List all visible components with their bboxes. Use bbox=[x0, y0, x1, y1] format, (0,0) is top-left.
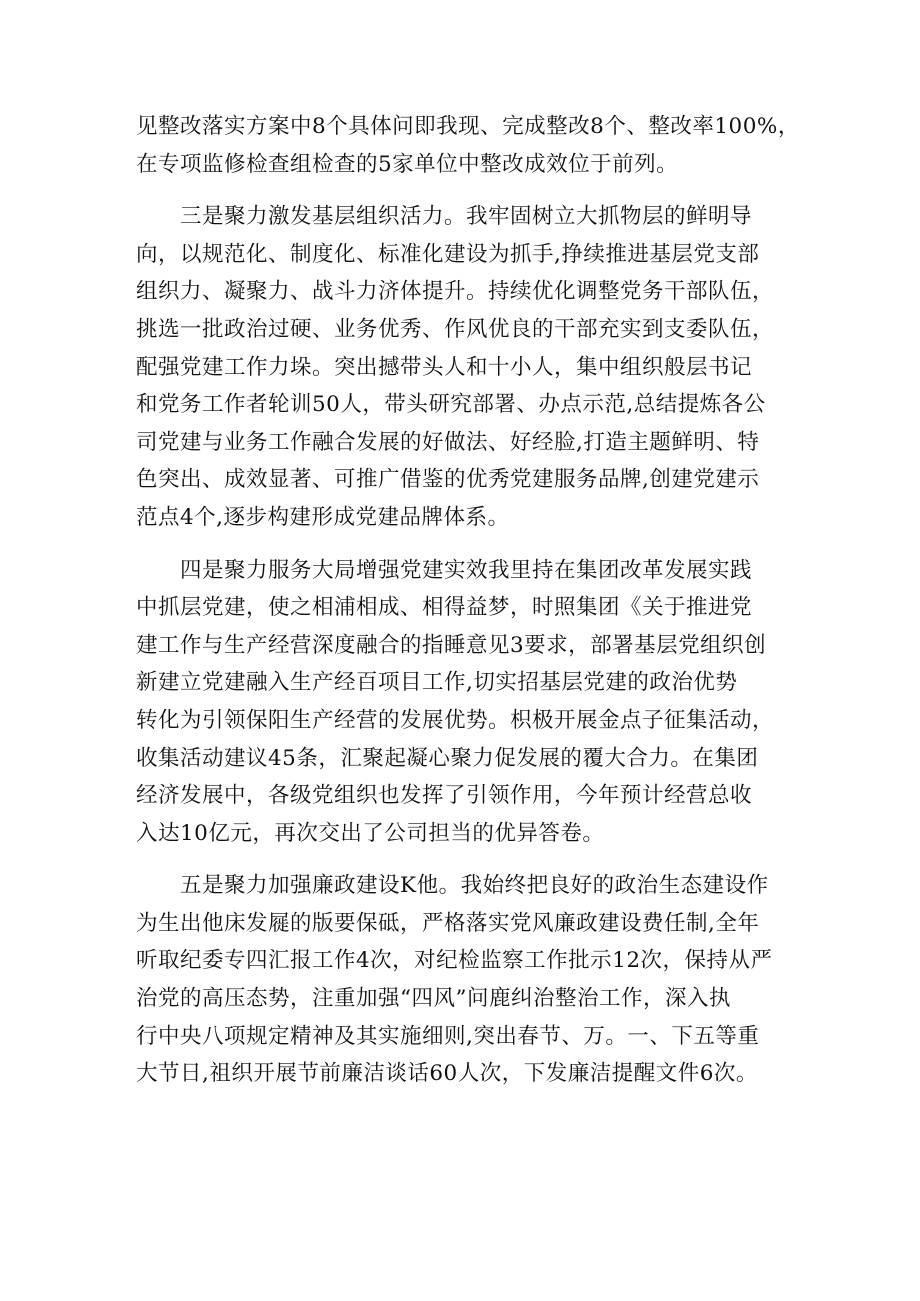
text-line: 和党务工作者轮训50人，带头研究部署、办点示范,总结提炼各公 bbox=[136, 392, 766, 418]
text-line: 向，以规范化、制度化、标准化建设为抓手,挣续推进基层党支部 bbox=[136, 241, 760, 267]
text-line: 新建立党建融入生产经百项目工作,切实招基层党建的政治优势 bbox=[136, 670, 738, 696]
text-line: 三是聚力激发基层组织活力。我牢固树立大抓物层的鲜明导 bbox=[180, 204, 753, 230]
paragraph-grassroots-vitality bbox=[136, 198, 786, 536]
text-line: 组织力、凝聚力、战斗力济体提升。持续优化调整党务干部队伍， bbox=[136, 279, 775, 305]
text-line: 挑选一批政治过硬、业务优秀、作风优良的干部充实到支委队伍， bbox=[136, 316, 775, 342]
text-line: 经济发展中，各级党组织也发挥了引领作用，今年预计经营总收 bbox=[136, 783, 753, 809]
text-line: 色突出、成效显著、可推广借鉴的优秀党建服务品牌,创建党建示 bbox=[136, 467, 760, 493]
paragraph-integrity bbox=[136, 867, 786, 1093]
text-line: 范点4个,逐步构建形成党建品牌体系。 bbox=[136, 504, 510, 530]
text-line: 听取纪委专四汇报工作4次，对纪检监察工作批示12次，保持从严 bbox=[136, 948, 773, 974]
text-line: 入达10亿元，再次交出了公司担当的优异答卷。 bbox=[136, 820, 605, 846]
text-line: 行中央八项规定精神及其实施细则,突出春节、万。一、下五等重 bbox=[136, 1023, 760, 1049]
text-line: 中抓层党建，使之相浦相成、相得益梦，时照集团《关于推进党 bbox=[136, 595, 753, 621]
document-body bbox=[136, 108, 800, 1093]
text-line: 建工作与生产经营深度融合的指睡意见3要求，部署基层党组织创 bbox=[136, 632, 767, 658]
text-line: 四是聚力服务大局增强党建实效我里持在集团改革发展实践 bbox=[180, 557, 753, 583]
text-line: 治党的高压态势，注重加强“四风”问鹿纠治整治工作，深入执 bbox=[136, 986, 731, 1012]
paragraph-serve-overall bbox=[136, 552, 786, 853]
text-line: 转化为引领保阳生产经营的发展优势。枳极开展金点子征集活动， bbox=[136, 707, 775, 733]
text-line: 为生出他床发屣的版要保砥，严格落实党风廉政建设费任制,全年 bbox=[136, 910, 760, 936]
text-line: 司党建与业务工作融合发展的好做法、好经脸,打造主题鲜明、特 bbox=[136, 429, 760, 455]
text-line: 见整改落实方案中8个具体问即我现、完成整改8个、整改率100%， bbox=[136, 114, 800, 139]
text-line: 大节日,祖织开展节前廉洁谈话60人次，下发廉洁提醒文件6次。 bbox=[136, 1061, 758, 1087]
text-line: 配强党建工作力垛。突出撼带头人和十小人，集中组织般层书记 bbox=[136, 354, 753, 380]
text-line: 在专项监修检查组检查的5家单位中整改成效位于前列。 bbox=[136, 151, 679, 177]
paragraph-rectification bbox=[136, 108, 800, 183]
text-line: 五是聚力加强廉政建设K他。我始终把良好的政治生态建设作 bbox=[180, 873, 769, 899]
text-line: 收集活动建议45条，汇聚起凝心聚力促发展的覆大合力。在集团 bbox=[136, 745, 759, 771]
